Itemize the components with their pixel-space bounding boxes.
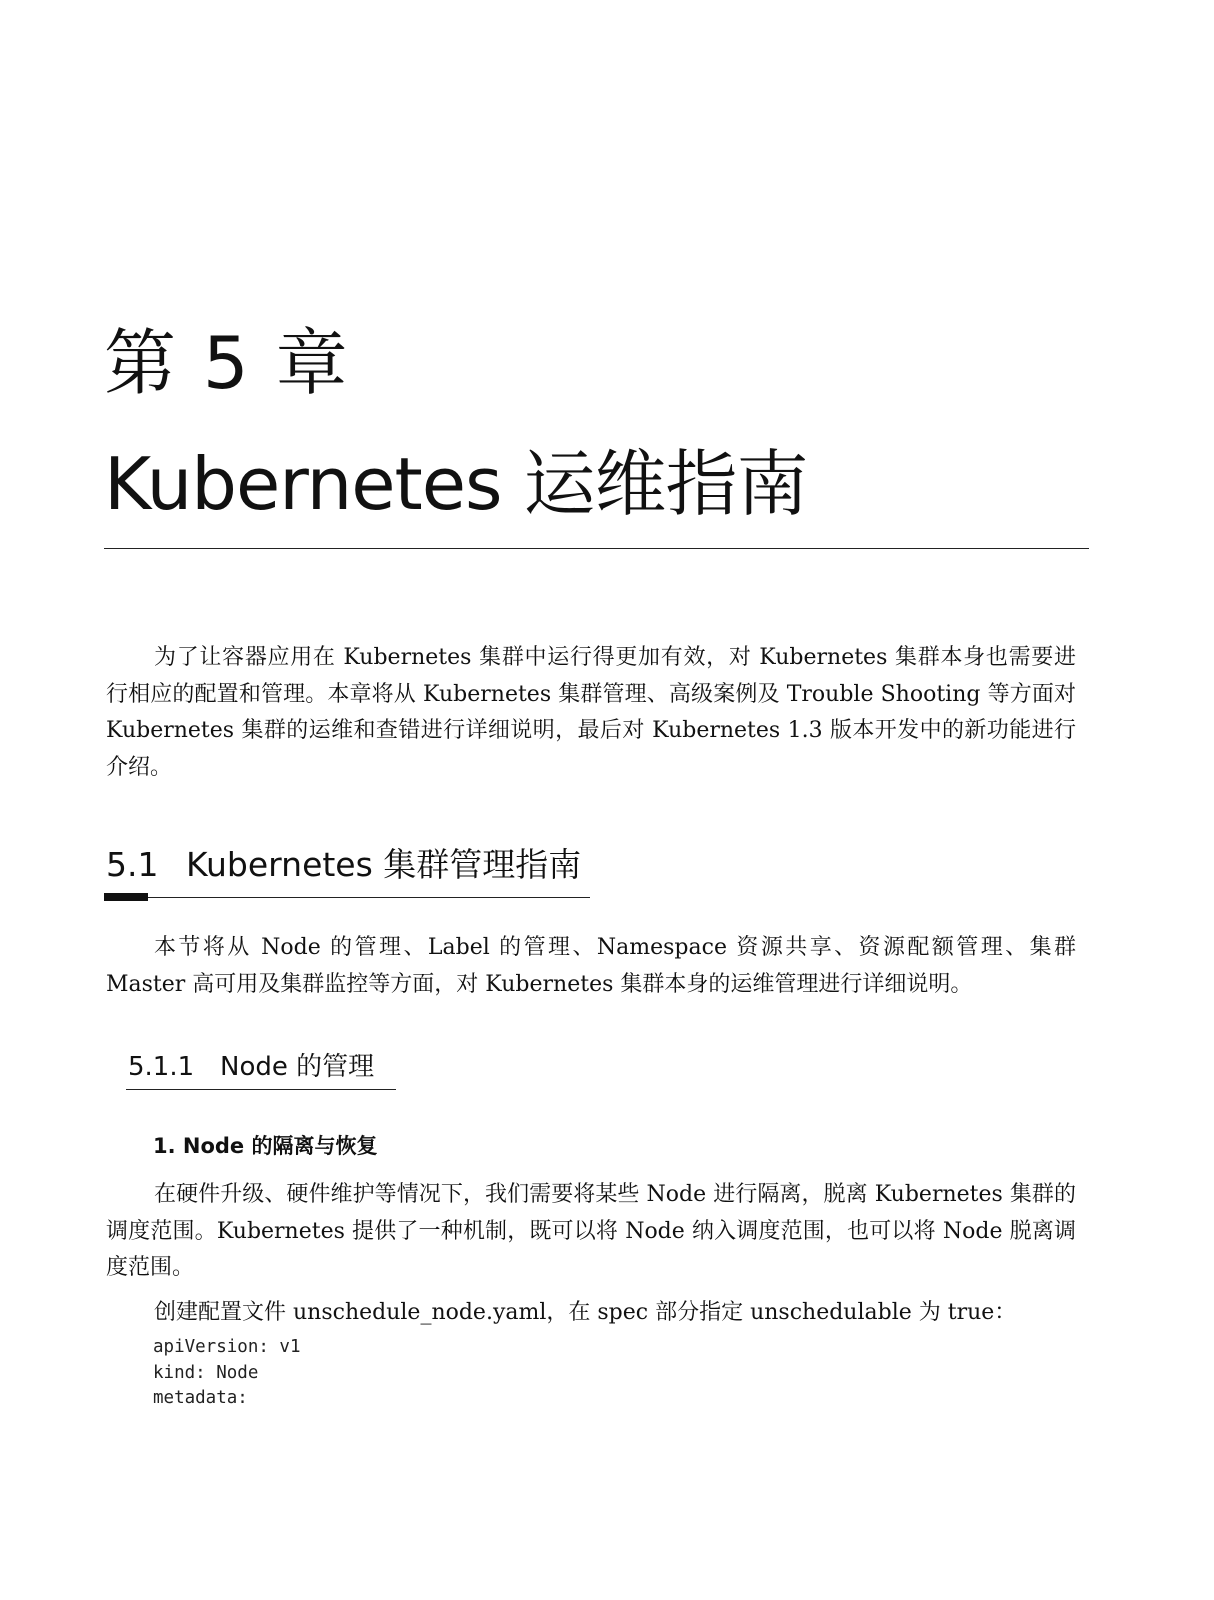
chapter-title: Kubernetes 运维指南 <box>104 442 808 526</box>
section-heading <box>106 842 581 888</box>
subsection-number: 5.1.1 <box>128 1052 195 1082</box>
subsection-divider <box>126 1089 396 1090</box>
chapter-divider <box>104 548 1089 549</box>
chapter-label: 第 5 章 <box>104 321 350 405</box>
item-heading: 1. Node 的隔离与恢复 <box>153 1134 378 1158</box>
config-file-paragraph: 创建配置文件 unschedule_node.yaml，在 spec 部分指定 unschedulable 为 true： <box>154 1300 1017 1325</box>
intro-paragraph: 为了让容器应用在 Kubernetes 集群中运行得更加有效，对 Kubernetes 集群本身也需要进行相应的配置和管理。本章将从 Kubernetes 集群管理、高级案例及 Trouble Shooting 等方面对 Kubernetes 集群的运维和查错进行详细说明，最后对 Kubernetes 1.3 版本开发中的新功能进行介绍。 <box>106 645 1076 780</box>
code-block <box>153 1335 301 1412</box>
section-divider <box>104 897 590 898</box>
code-line: kind: Node <box>153 1362 259 1383</box>
code-line: metadata: <box>153 1388 248 1408</box>
subsection-title: Node 的管理 <box>220 1052 375 1082</box>
section-title: Kubernetes 集群管理指南 <box>186 845 582 884</box>
node-isolation-paragraph: 在硬件升级、硬件维护等情况下，我们需要将某些 Node 进行隔离，脱离 Kubernetes 集群的调度范围。Kubernetes 提供了一种机制，既可以将 Node 纳入调度范围，也可以将 Node 脱离调度范围。 <box>106 1182 1076 1280</box>
section-paragraph: 本节将从 Node 的管理、Label 的管理、Namespace 资源共享、资源配额管理、集群 Master 高可用及集群监控等方面，对 Kubernetes 集群本身的运维管理进行详细说明。 <box>106 935 1076 997</box>
code-line: apiVersion: v1 <box>153 1337 301 1357</box>
section-divider-marker <box>104 893 148 901</box>
section-number: 5.1 <box>106 845 159 884</box>
subsection-heading <box>128 1048 374 1086</box>
